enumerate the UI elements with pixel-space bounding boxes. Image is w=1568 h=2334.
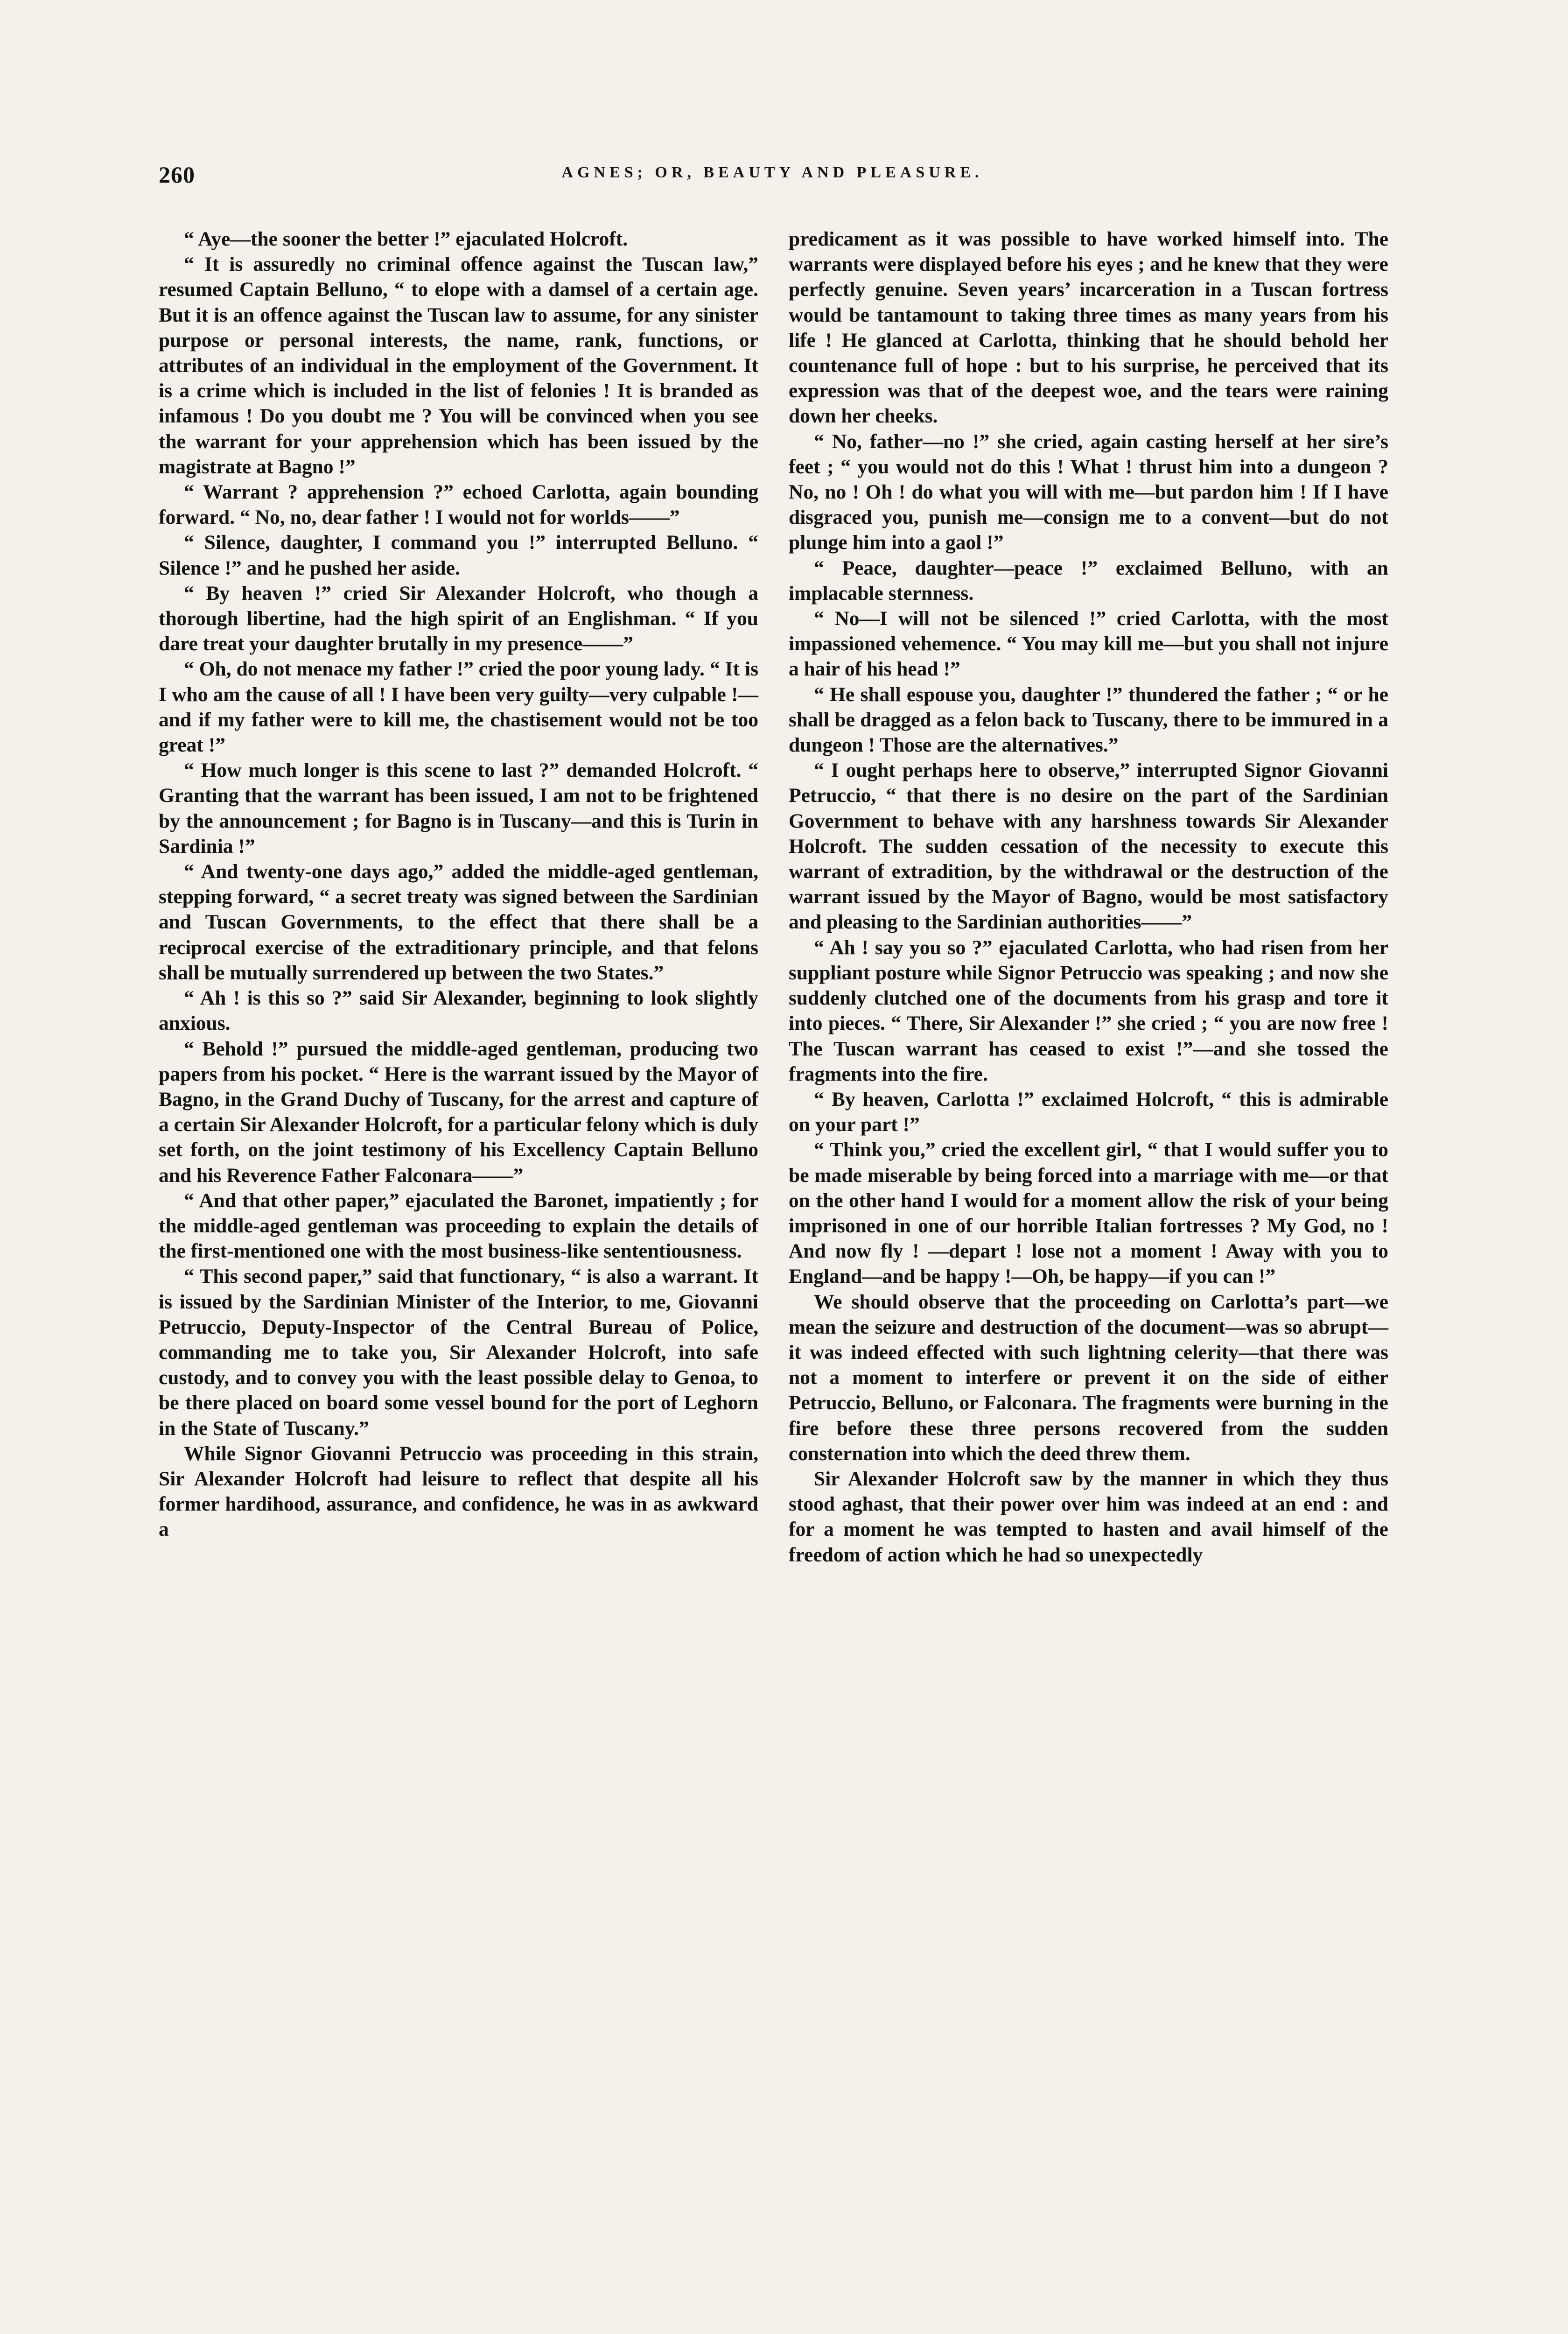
paragraph: While Signor Giovanni Petruccio was proceeding in this strain, Sir Alexander Holcroft had leisure to reflect that despite all his former hardihood, assurance, and confidence, he was in as awkward a — [159, 1442, 758, 1541]
paragraph: “ Peace, daughter—peace !” exclaimed Belluno, with an implacable sternness. — [789, 556, 1388, 605]
paragraph: “ No, father—no !” she cried, again casting herself at her sire’s feet ; “ you would not do this ! What ! thrust him into a dungeon ? No, no ! Oh ! do what you will with me—but pardon him ! If I have disgraced you, punish me—consign me to a convent—but do not plunge him into a gaol !” — [789, 430, 1388, 554]
paragraph: Sir Alexander Holcroft saw by the manner in which they thus stood aghast, that their power over him was indeed at an end : and for a moment he was tempted to hasten and avail himself of the freedom of action which he had so unexpectedly — [789, 1467, 1388, 1566]
right-text-column — [789, 226, 1388, 1568]
paragraph: “ No—I will not be silenced !” cried Carlotta, with the most impassioned vehemence. “ You may kill me—but you shall not injure a hair of his head !” — [789, 607, 1388, 681]
paragraph: “ And that other paper,” ejaculated the Baronet, impatiently ; for the middle-aged gentleman was proceeding to explain the details of the first-mentioned one with the most business-like sententiousness. — [159, 1189, 758, 1263]
paragraph: “ Ah ! is this so ?” said Sir Alexander, beginning to look slightly anxious. — [159, 987, 758, 1035]
paragraph: “ He shall espouse you, daughter !” thundered the father ; “ or he shall be dragged as a felon back to Tuscany, there to be immured in a dungeon ! Those are the alternatives.” — [789, 683, 1388, 757]
paragraph: “ Silence, daughter, I command you !” interrupted Belluno. “ Silence !” and he pushed her aside. — [159, 531, 758, 579]
page-number: 260 — [159, 162, 195, 188]
paragraph: “ Ah ! say you so ?” ejaculated Carlotta, who had risen from her suppliant posture while Signor Petruccio was speaking ; and now she suddenly clutched one of the documents from his grasp and tore it into pieces. “ There, Sir Alexander !” she cried ; “ you are now free ! The Tuscan warrant has ceased to exist !”—and she tossed the fragments into the fire. — [789, 936, 1388, 1085]
paragraph: “ By heaven, Carlotta !” exclaimed Holcroft, “ this is admirable on your part !” — [789, 1088, 1388, 1136]
paragraph: “ Think you,” cried the excellent girl, “ that I would suffer you to be made miserable by being forced into a marriage with me—or that on the other hand I would for a moment allow the risk of your being imprisoned in one of our horrible Italian fortresses ? My God, no ! And now fly ! —depart ! lose not a moment ! Away with you to England—and be happy !—Oh, be happy—if you can !” — [789, 1139, 1388, 1288]
paragraph: “ Behold !” pursued the middle-aged gentleman, producing two papers from his pocket. “ Here is the warrant issued by the Mayor of Bagno, in the Grand Duchy of Tuscany, for the arrest and capture of a certain Sir Alexander Holcroft, for a particular felony which is duly set forth, on the joint testimony of his Excellency Captain Belluno and his Reverence Father Falconara——” — [159, 1037, 758, 1187]
paragraph: “ By heaven !” cried Sir Alexander Holcroft, who though a thorough libertine, had the high spirit of an Englishman. “ If you dare treat your daughter brutally in my presence——” — [159, 582, 758, 655]
paragraph: “ This second paper,” said that functionary, “ is also a warrant. It is issued by the Sardinian Minister of the Interior, to me, Giovanni Petruccio, Deputy-Inspector of the Central Bureau of Police, commanding me to take you, Sir Alexander Holcroft, into safe custody, and to convey you with the least possible delay to Genoa, to be there placed on board some vessel bound for the port of Leghorn in the State of Tuscany.” — [159, 1265, 758, 1440]
paragraph: “ How much longer is this scene to last ?” demanded Holcroft. “ Granting that the warrant has been issued, I am not to be frightened by the announcement ; for Bagno is in Tuscany—and this is Turin in Sardinia !” — [159, 759, 758, 858]
paragraph: We should observe that the proceeding on Carlotta’s part—we mean the seizure and destruction of the document—was so abrupt—it was indeed effected with such lightning celerity—that there was not a moment to interfere or prevent it on the side of either Petruccio, Belluno, or Falconara. The fragments were burning in the fire before these three persons recovered from the sudden consternation into which the deed threw them. — [789, 1290, 1388, 1465]
paragraph: predicament as it was possible to have worked himself into. The warrants were displayed before his eyes ; and he knew that they were perfectly genuine. Seven years’ incarceration in a Tuscan fortress would be tantamount to taking three times as many years from his life ! He glanced at Carlotta, thinking that he should behold her countenance full of hope : but to his surprise, he perceived that its expression was that of the deepest woe, and the tears were raining down her cheeks. — [789, 228, 1388, 428]
running-title: AGNES; OR, BEAUTY AND PLEASURE. — [561, 164, 983, 181]
paragraph: “ Aye—the sooner the better !” ejaculated Holcroft. — [184, 228, 628, 250]
paragraph: “ I ought perhaps here to observe,” interrupted Signor Giovanni Petruccio, “ that there is no desire on the part of the Sardinian Government to behave with any harshness towards Sir Alexander Holcroft. The sudden cessation of the necessity to execute this warrant of extradition, by the withdrawal or the destruction of the warrant issued by the Mayor of Bagno, would be most satisfactory and pleasing to the Sardinian authorities——” — [789, 759, 1388, 934]
paragraph: “ And twenty-one days ago,” added the middle-aged gentleman, stepping forward, “ a secret treaty was signed between the Sardinian and Tuscan Governments, to the effect that there shall be a reciprocal exercise of the extraditionary principle, and that felons shall be mutually surrendered up between the two States.” — [159, 860, 758, 984]
paragraph: “ Oh, do not menace my father !” cried the poor young lady. “ It is I who am the cause of all ! I have been very guilty—very culpable !—and if my father were to kill me, the chastisement would not be too great !” — [159, 658, 758, 757]
left-text-column — [159, 226, 758, 1542]
paragraph: “ Warrant ? apprehension ?” echoed Carlotta, again bounding forward. “ No, no, dear father ! I would not for worlds——” — [159, 481, 758, 529]
paragraph: “ It is assuredly no criminal offence against the Tuscan law,” resumed Captain Belluno, “ to elope with a damsel of a certain age. But it is an offence against the Tuscan law to assume, for any sinister purpose or personal interests, the name, rank, functions, or attributes of an individual in the employment of the Government. It is a crime which is included in the list of felonies ! It is branded as infamous ! Do you doubt me ? You will be convinced when you see the warrant for your apprehension which has been issued by the magistrate at Bagno !” — [159, 253, 758, 478]
running-header — [159, 161, 1386, 194]
